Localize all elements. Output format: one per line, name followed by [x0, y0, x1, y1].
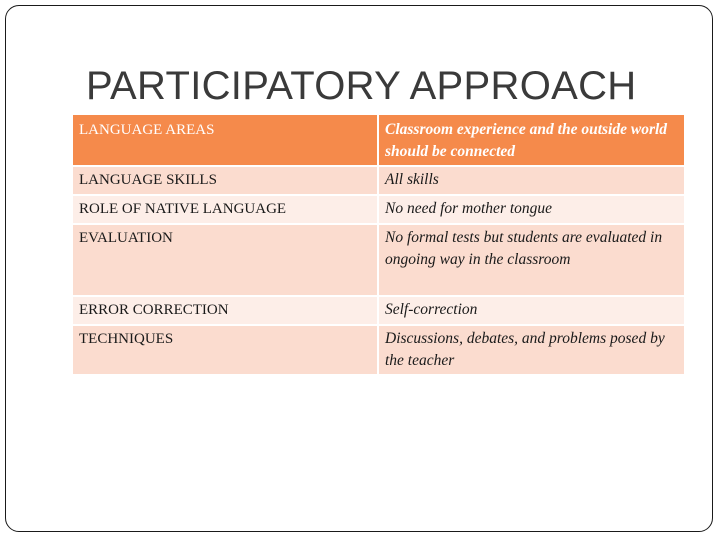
- table-row: [72, 296, 685, 325]
- row-label-cell: LANGUAGE SKILLS: [72, 166, 378, 195]
- table-row: [72, 325, 685, 375]
- row-value-cell: Discussions, debates, and problems posed by the teacher: [378, 325, 685, 375]
- header-value-cell: Classroom experience and the outside world should be connected: [378, 114, 685, 166]
- table-row: [72, 224, 685, 296]
- row-label-cell: ROLE OF NATIVE LANGUAGE: [72, 195, 378, 224]
- row-value-cell: All skills: [378, 166, 685, 195]
- table-row: [72, 166, 685, 195]
- table-header-row: [72, 114, 685, 166]
- row-label-cell: TECHNIQUES: [72, 325, 378, 375]
- approach-table: [71, 113, 686, 376]
- row-value-cell: No need for mother tongue: [378, 195, 685, 224]
- row-value-cell: Self-correction: [378, 296, 685, 325]
- row-value-cell: No formal tests but students are evaluated in ongoing way in the classroom: [378, 224, 685, 296]
- table-row: [72, 195, 685, 224]
- row-label-cell: EVALUATION: [72, 224, 378, 296]
- page-title: PARTICIPATORY APPROACH: [86, 64, 637, 108]
- header-label-cell: LANGUAGE AREAS: [72, 114, 378, 166]
- row-label-cell: ERROR CORRECTION: [72, 296, 378, 325]
